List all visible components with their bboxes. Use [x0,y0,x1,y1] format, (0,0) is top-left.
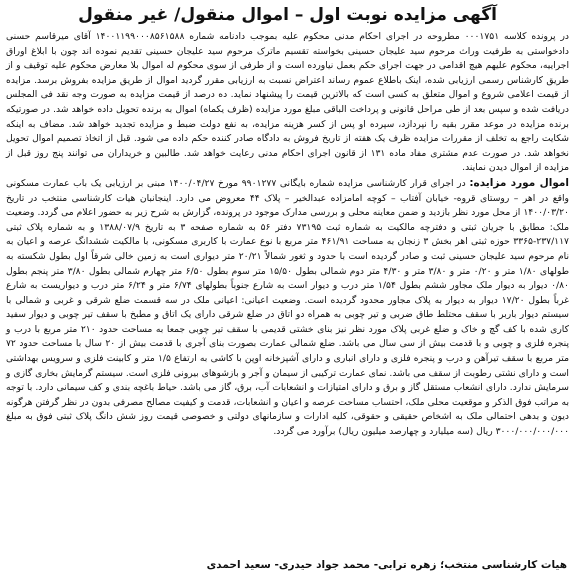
experts-signature-line: هیات کارشناسی منتخب؛ زهره ترابی- محمد جواد حیدری- سعید احمدی [206,559,567,571]
notice-paragraph-intro: در پرونده کلاسه ۰۰۰۱۷۵۱ مطروحه در اجرای احکام مدنی محکوم علیه بموجب دادنامه شماره ۱۴۰۰۱۱۹۹۰۰۰۸۵۶۱۵۸۸ آقای میرقاسم حسنی دادخواستی به طرفیت وراث مرحوم سید علیجان حسینی بخواسته تقسیم ماترک مرحوم سید علیجان حسینی تقدیم نموده اند چون با ابلاغ اوراق اجراییه، محکوم علیهم هیچ اقدامی در جهت اجرای حکم بعمل نیاورده است و از طرفی از سوی محکوم له اموال بلا معارض محکوم علیه توقیف و از طریق کارشناس رسمی ارزیابی شده، اینک باطلاع عموم رساند اعتراض نسبت به ارزیابی مقرر گردید اموال از طریق مزایده بفروش برسد. مزایده از قیمت اعلامی شروع و اموال متعلق به کسی است که بالاترین قیمت را پیشنهاد نماید. ده درصد از قیمت مزایده به صورت وجه نقد فی المجلس دریافت شده و سپس بعد از طی مراحل قانونی و پرداخت الباقی مبلغ مورد مزایده (ظرف یکماه) اموال به برنده تحویل داده خواهد شد. در صورتیکه برنده مزایده در موعد مقرر بقیه را نپردازد، سپرده او پس از کسر هزینه مزایده، به نفع دولت ضبط و مزایده تجدید خواهد شد. مضاف به اینکه شکایت راجع به تخلف از مقررات مزایده ظرف یک هفته از تاریخ فروش به دادگاه صادر کننده حکم داده می شود. قبل از اتخاذ تصمیم اموال تحویل نخواهد شد. در صورت عدم مشتری مفاد ماده ۱۳۱ از قانون اجرای احکام مدنی رعایت خواهد شد. طالبین و خریداران می توانند پنج روز قبل از مزایده از اموال دیدن نمایند. [6,31,569,174]
notice-paragraph-property [6,176,569,440]
notice-title: آگهی مزایده نوبت اول – اموال منقول/ غیر منقول [78,5,497,25]
property-description: در اجرای قرار کارشناسی مزایده شماره بایگانی ۹۹۰۱۲۷۷ مورخ ۱۴۰۰/۰۴/۲۷ مبنی بر ارزیابی یک باب عمارت مسکونی واقع در اهر – روستای قروه- خیابان آفتاب – کوچه امامزاده عبدالخیر – پلاک ۴۴ معروض می دارد. اینجانبان هیات کارشناسی منتخب در تاریخ ۱۴۰۰/۰۳/۲۰ از محل مورد نظر بازدید و ضمن معاینه محلی و بررسی مدارک موجود در پرونده، گزارش به شرح زیر به حضور اعلام می گردد. وضعیت ملک: مطابق با جریان ثبتی و دفترچه مالکیت به شماره ثبت ۷۳۱۹۵ دفتر ۵۶ به شماره صفحه ۳ به تاریخ ۱۳۸۸/۰۷/۹ و به شماره پلاک ثبتی ۲۳۷/۱۱۷-۳۳۶۵ حوزه ثبتی اهر بخش ۳ زنجان به مساحت ۴۶۱/۹۱ متر مربع با نوع عمارت با کاربری مسکونی، با مالکیت ششدانگ عرصه و اعیان به نام مرحوم سید علیجان حسینی ثبت و صادر گردیده است با حدود و ثغور شمالاً ۲۰/۲۱ متر دیواری است به زمین خالی شرقاً اول بطول شکسته به طولهای ۱/۸۰ متر و ۰/۲۰ متر و ۳/۸۰ متر و ۴/۳۰ متر دوم شمالی بطول ۱۵/۵۰ متر سوم بطول ۶/۵۰ متر چهارم شمالی بطول ۳/۸۰ متر پنجم بطول ۰/۸۰ دیوار به دیوار ملک مجاور ششم بطول ۱/۵۴ متر درب و دیوار است به شارع جنوباً بطولهای ۶/۷۴ متر و ۶/۲۴ متر درب و دیواریست به شارع غرباً بطول ۱۷/۲۰ دیوار به دیوار به پلاک مجاور محدود گردیده است. وضعیت اعیانی: اعیانی ملک در سه قسمت ضلع شرقی و غربی و شمالی با سیستم دیوار باربر با سقف محتلط طاق ضربی و تیر چوبی به همراه دو اتاق در ضلع شرقی دارای یک اتاق و مطبخ با سقف تیر چوبی و دیوار سفید کاری شده با کف گچ و خاک و ضلع غربی پلاک مورد نظر نیز بنای خشتی قدیمی با سقف تیر چوبی جمعا به مساحت حدود ۲۱۰ متر مربع با درب و پنجره فلزی و چوبی و با قدمت بیش از سی سال می باشد. ضلع شمالی عمارت بصورت بنای آجری با قدمت بیش از ۲۰ سال با مساحت حدود ۷۲ متر مربع با سقف تیرآهن و درب و پنجره فلزی و دارای انباری و دارای آشپزخانه اوپن با کاشی به ارتفاع ۱/۵ متر و کابینت فلزی و سرویس بهداشتی است و دارای نشتی رطوبت از سقف می باشد. نمای عمارت ترکیبی از سیمان و آجر و بازشوهای بیرونی فلزی است. سیستم گرمایش بخاری گازی و سرمایش ندارد. دارای انشعاب مستقل گاز و برق و دارای امتیازات و انشعابات آب، برق، گاز می باشد. حیاط باغچه بندی و کف سیمانی دارد. با توجه به مراتب فوق الذکر و موقعیت محلی ملک، احتساب مساحت عرصه و اعیان و انشعابات، قدمت و کیفیت مصالح مصرفی بدون در نظر گرفتن هرگونه دیون و بدهی احتمالی ملک به اشخاص حقیقی و حقوقی، کلیه ادارات و سازمانهای دولتی و خصوصی قیمت روز شش دانگ پلاک ثبتی فوق به مبلغ ۳۰۰۰/۰۰۰/۰۰۰/۰۰۰ ریال (سه میلیارد و چهارصد میلیون ریال) برآورد می گردد. [6,177,570,438]
notice-body [6,30,569,440]
property-lead-label: اموال مورد مزایده: [469,176,570,189]
